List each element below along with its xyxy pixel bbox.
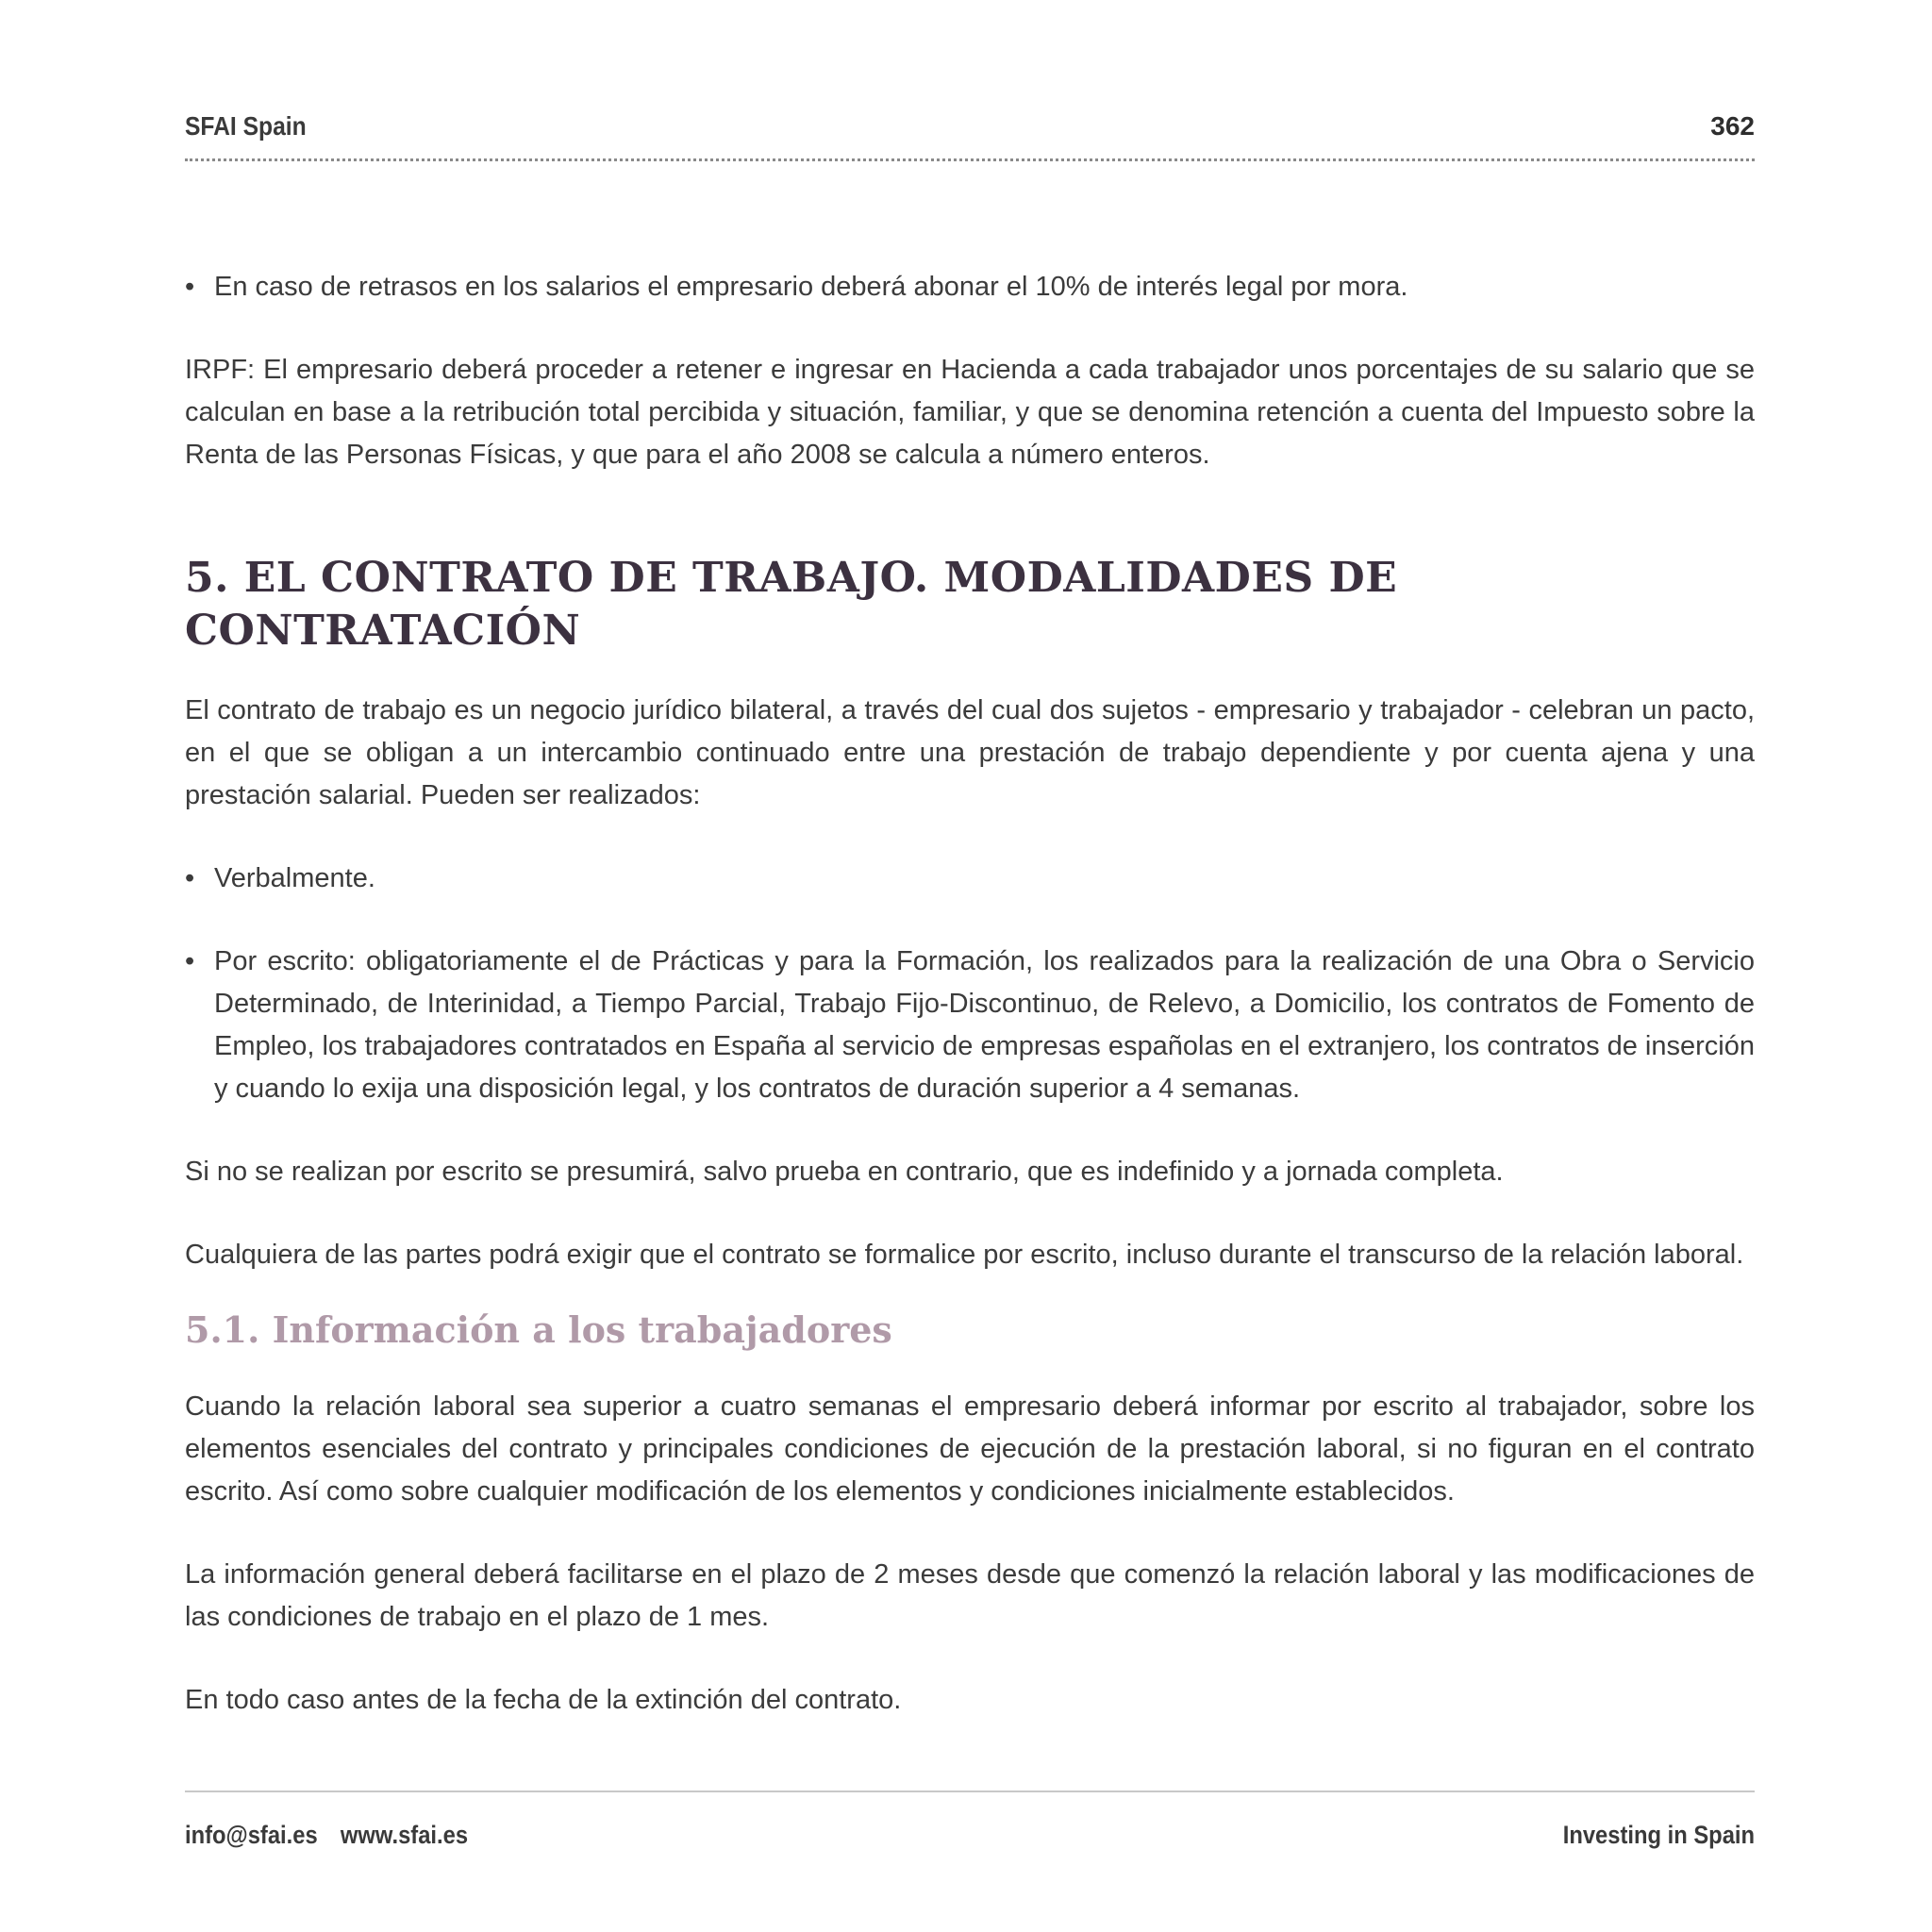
paragraph-irpf: IRPF: El empresario deberá proceder a retener e ingresar en Hacienda a cada trabajador unos porcentajes de su salario que se calculan en base a la retribución total percibida y situación, familiar, y que se denomina retención a cuenta del Impuesto sobre la Renta de las Personas Físicas, y que para el año 2008 se calcula a número enteros. bbox=[185, 355, 1755, 470]
paragraph-presumption: Si no se realizan por escrito se presumirá, salvo prueba en contrario, que es indefinido y a jornada completa. bbox=[185, 1157, 1504, 1187]
paragraph-either-party: Cualquiera de las partes podrá exigir que el contrato se formalice por escrito, incluso durante el transcurso de la relación laboral. bbox=[185, 1240, 1744, 1270]
bullet-icon: • bbox=[185, 272, 195, 302]
page-content bbox=[185, 266, 1755, 1722]
paragraph-deadline: La información general deberá facilitarse en el plazo de 2 meses desde que comenzó la relación laboral y las modificaciones de las condiciones de trabajo en el plazo de 1 mes. bbox=[185, 1559, 1755, 1632]
section-heading: 5. EL CONTRATO DE TRABAJO. MODALIDADES DE CONTRATACIÓN bbox=[185, 554, 1398, 655]
page-number: 362 bbox=[1710, 111, 1755, 141]
footer-divider bbox=[185, 1790, 1755, 1792]
list-item bbox=[185, 858, 1755, 900]
paragraph-before-termination: En todo caso antes de la fecha de la extinción del contrato. bbox=[185, 1685, 902, 1715]
bullet-icon: • bbox=[185, 863, 195, 893]
footer-email: info@sfai.es bbox=[185, 1821, 318, 1849]
subsection-heading: 5.1. Información a los trabajadores bbox=[185, 1308, 892, 1351]
list-item bbox=[185, 266, 1755, 308]
bullet-icon: • bbox=[185, 946, 195, 976]
brand-name: SFAI Spain bbox=[185, 111, 307, 141]
page-header bbox=[185, 106, 1755, 161]
bullet-text: Por escrito: obligatoriamente el de Prácticas y para la Formación, los realizados para la realización de una Obra o Servicio Determinado, de Interinidad, a Tiempo Parcial, Trabajo Fijo-Discontinuo, de Relevo, a Domicilio, los contratos de Fomento de Empleo, los trabajadores contratados en España al servicio de empresas españolas en el extranjero, los contratos de inserción y cuando lo exija una disposición legal, y los contratos de duración superior a 4 semanas. bbox=[214, 946, 1755, 1104]
bullet-text: En caso de retrasos en los salarios el empresario deberá abonar el 10% de interés legal por mora. bbox=[214, 272, 1408, 302]
list-item bbox=[185, 941, 1755, 1110]
footer-website: www.sfai.es bbox=[340, 1821, 469, 1849]
footer-tagline: Investing in Spain bbox=[1562, 1821, 1755, 1849]
paragraph-contract-intro: El contrato de trabajo es un negocio jurídico bilateral, a través del cual dos sujetos - empresario y trabajador - celebran un pacto, en el que se obligan a un intercambio continuado entre una prestación de trabajo dependiente y por cuenta ajena y una prestación salarial. Pueden ser realizados: bbox=[185, 695, 1755, 810]
bullet-text: Verbalmente. bbox=[214, 863, 375, 893]
document-page bbox=[185, 0, 1755, 1932]
footer-contact bbox=[185, 1821, 468, 1850]
paragraph-worker-information: Cuando la relación laboral sea superior a cuatro semanas el empresario deberá informar por escrito al trabajador, sobre los elementos esenciales del contrato y principales condiciones de ejecución de la prestación laboral, si no figuran en el contrato escrito. Así como sobre cualquier modificación de los elementos y condiciones inicialmente establecidos. bbox=[185, 1391, 1755, 1507]
